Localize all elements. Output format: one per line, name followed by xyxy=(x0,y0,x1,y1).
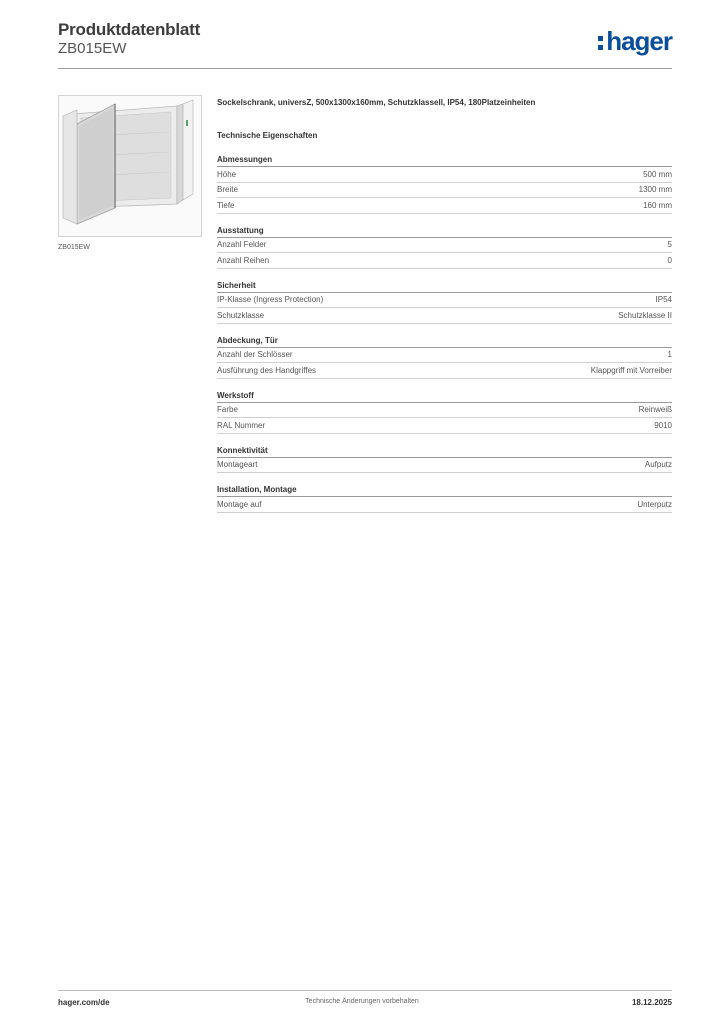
section-installation-montage xyxy=(217,483,672,513)
property-value: 0 xyxy=(667,255,672,265)
section-sicherheit xyxy=(217,279,672,324)
section-werkstoff xyxy=(217,389,672,434)
product-description: Sockelschrank, universZ, 500x1300x160mm, Schutzklassell, IP54, 180Platzeinheiten xyxy=(217,98,536,107)
image-caption: ZB015EW xyxy=(58,244,90,251)
property-label: Anzahl Felder xyxy=(217,240,267,250)
section-heading: Abdeckung, Tür xyxy=(217,334,672,348)
property-label: Farbe xyxy=(217,405,238,415)
property-value: Aufputz xyxy=(644,460,672,470)
property-row xyxy=(217,497,672,513)
property-row xyxy=(217,363,672,379)
property-value: Unterputz xyxy=(637,499,672,509)
property-value: 500 mm xyxy=(643,169,672,179)
property-row xyxy=(217,293,672,309)
footer-website-link[interactable]: hager.com/de xyxy=(58,998,110,1007)
property-label: Ausführung des Handgriffes xyxy=(217,365,317,375)
property-row xyxy=(217,167,672,183)
product-image xyxy=(58,95,202,237)
section-heading: Werkstoff xyxy=(217,389,672,403)
property-label: RAL Nummer xyxy=(217,420,266,430)
hager-logo xyxy=(598,26,672,57)
section-heading: Sicherheit xyxy=(217,279,672,293)
property-value: 9010 xyxy=(654,420,672,430)
property-row xyxy=(217,198,672,214)
logo-text: hager xyxy=(606,26,672,56)
section-heading: Installation, Montage xyxy=(217,483,672,497)
property-row xyxy=(217,308,672,324)
property-row xyxy=(217,183,672,199)
property-label: Montageart xyxy=(217,460,258,470)
footer-divider xyxy=(58,990,672,991)
property-row xyxy=(217,238,672,254)
section-ausstattung xyxy=(217,224,672,269)
page-title: Produktdatenblatt xyxy=(58,20,201,39)
property-label: Tiefe xyxy=(217,200,235,210)
property-label: IP-Klasse (Ingress Protection) xyxy=(217,295,324,305)
property-label: Anzahl der Schlösser xyxy=(217,350,293,360)
property-label: Schutzklasse xyxy=(217,310,265,320)
property-row xyxy=(217,403,672,419)
property-value: 1 xyxy=(667,350,672,360)
footer-disclaimer: Technische Änderungen vorbehalten xyxy=(305,998,419,1005)
section-konnektivitaet xyxy=(217,444,672,474)
property-row xyxy=(217,458,672,474)
property-value: 1300 mm xyxy=(638,185,672,195)
cabinet-illustration xyxy=(59,96,201,236)
section-abdeckung-tuer xyxy=(217,334,672,379)
section-heading: Abmessungen xyxy=(217,153,672,167)
product-code: ZB015EW xyxy=(58,40,127,57)
property-label: Breite xyxy=(217,185,238,195)
property-value: 160 mm xyxy=(643,200,672,210)
property-row xyxy=(217,348,672,364)
property-value: IP54 xyxy=(655,295,672,305)
section-abmessungen xyxy=(217,153,672,214)
header-divider xyxy=(58,68,672,69)
property-value: Schutzklasse II xyxy=(618,310,672,320)
property-label: Höhe xyxy=(217,169,237,179)
property-label: Montage auf xyxy=(217,499,262,509)
properties-column xyxy=(217,96,672,513)
property-value: Klappgriff mit Vorreiber xyxy=(590,365,672,375)
technical-properties-heading: Technische Eigenschaften xyxy=(217,131,318,140)
logo-colon-mark xyxy=(598,36,603,50)
section-heading: Konnektivität xyxy=(217,444,672,458)
property-value: Reinweiß xyxy=(638,405,672,415)
property-row xyxy=(217,418,672,434)
property-value: 5 xyxy=(667,240,672,250)
property-row xyxy=(217,253,672,269)
section-heading: Ausstattung xyxy=(217,224,672,238)
property-label: Anzahl Reihen xyxy=(217,255,270,265)
footer-date: 18.12.2025 xyxy=(631,998,672,1007)
